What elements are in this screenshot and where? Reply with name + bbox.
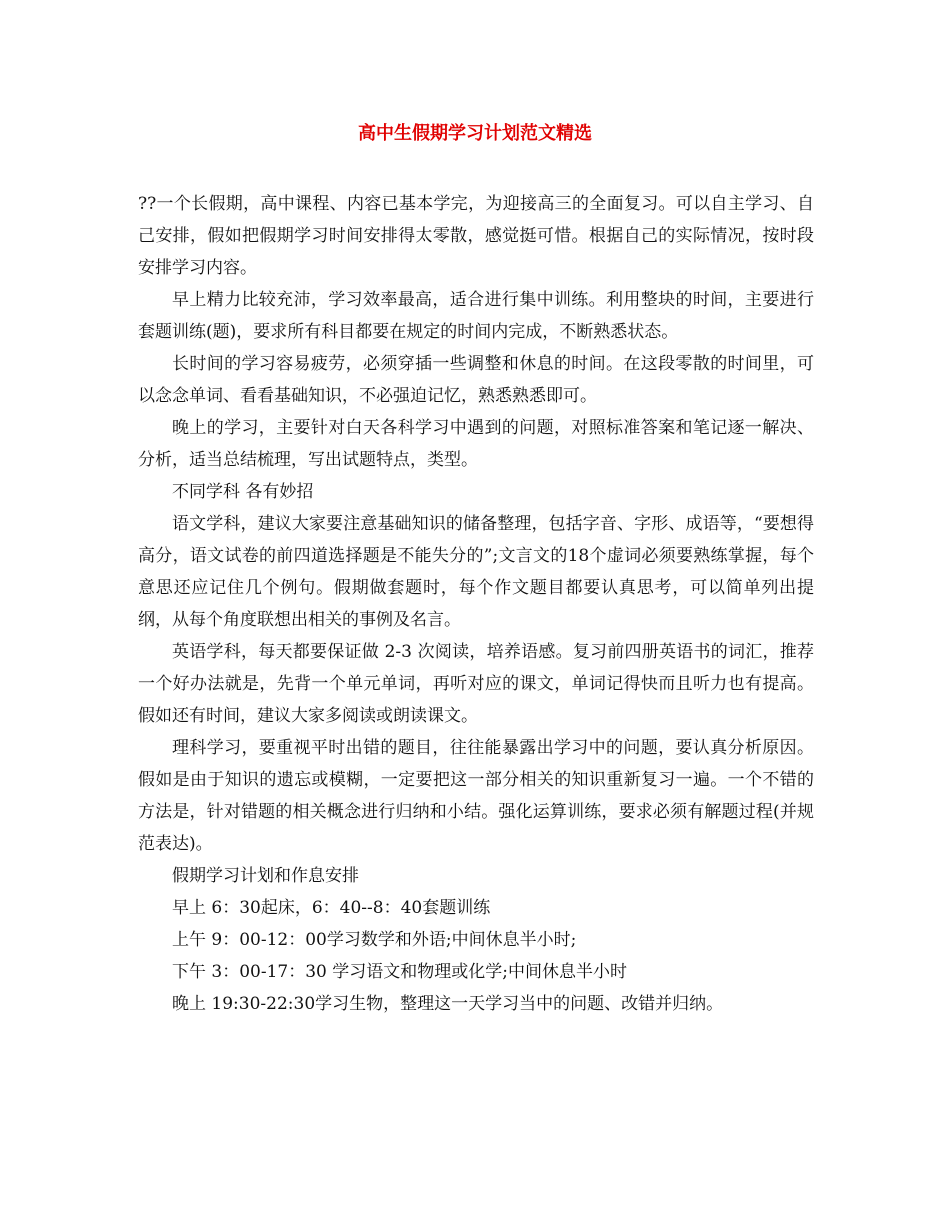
schedule-item-morning: 早上 6：30起床，6：40--8：40套题训练 [172, 898, 491, 918]
paragraph-english: 英语学科，每天都要保证做 2-3 次阅读，培养语感。复习前四册英语书的词汇，推荐一个好办法就是，先背一个单元单词，再听对应的课文，单词记得快而且听力也有提高。假如还有时间，建议大家多阅读或朗读课文。 [138, 642, 814, 726]
paragraph-evening: 晚上的学习，主要针对白天各科学习中遇到的问题，对照标准答案和笔记逐一解决、分析，适当总结梳理，写出试题特点，类型。 [138, 418, 814, 470]
paragraph-rest: 长时间的学习容易疲劳，必须穿插一些调整和休息的时间。在这段零散的时间里，可以念念单词、看看基础知识，不必强迫记忆，熟悉熟悉即可。 [138, 354, 814, 406]
paragraph-morning: 早上精力比较充沛，学习效率最高，适合进行集中训练。利用整块的时间，主要进行套题训练(题)，要求所有科目都要在规定的时间内完成，不断熟悉状态。 [138, 290, 814, 342]
section-heading-schedule: 假期学习计划和作息安排 [172, 866, 359, 886]
paragraph-intro: ??一个长假期，高中课程、内容已基本学完，为迎接高三的全面复习。可以自主学习、自己安排，假如把假期学习时间安排得太零散，感觉挺可惜。根据自己的实际情况，按时段安排学习内容。 [138, 194, 814, 278]
document-title: 高中生假期学习计划范文精选 [358, 123, 592, 144]
schedule-item-forenoon: 上午 9：00-12：00学习数学和外语;中间休息半小时; [172, 930, 577, 950]
section-heading-subjects: 不同学科 各有妙招 [172, 482, 314, 502]
paragraph-science: 理科学习，要重视平时出错的题目，往往能暴露出学习中的问题，要认真分析原因。假如是由于知识的遗忘或模糊，一定要把这一部分相关的知识重新复习一遍。一个不错的方法是，针对错题的相关概念进行归纳和小结。强化运算训练，要求必须有解题过程(并规范表达)。 [138, 738, 814, 854]
schedule-item-afternoon: 下午 3：00-17：30 学习语文和物理或化学;中间休息半小时 [172, 962, 627, 982]
schedule-item-night: 晚上 19:30-22:30学习生物，整理这一天学习当中的问题、改错并归纳。 [172, 994, 724, 1014]
paragraph-chinese: 语文学科，建议大家要注意基础知识的储备整理，包括字音、字形、成语等，“要想得高分，语文试卷的前四道选择题是不能失分的”;文言文的18个虚词必须要熟练掌握，每个意思还应记住几个例句。假期做套题时，每个作文题目都要认真思考，可以简单列出提纲，从每个角度联想出相关的事例及名言。 [138, 514, 814, 630]
document-body [138, 188, 814, 1020]
